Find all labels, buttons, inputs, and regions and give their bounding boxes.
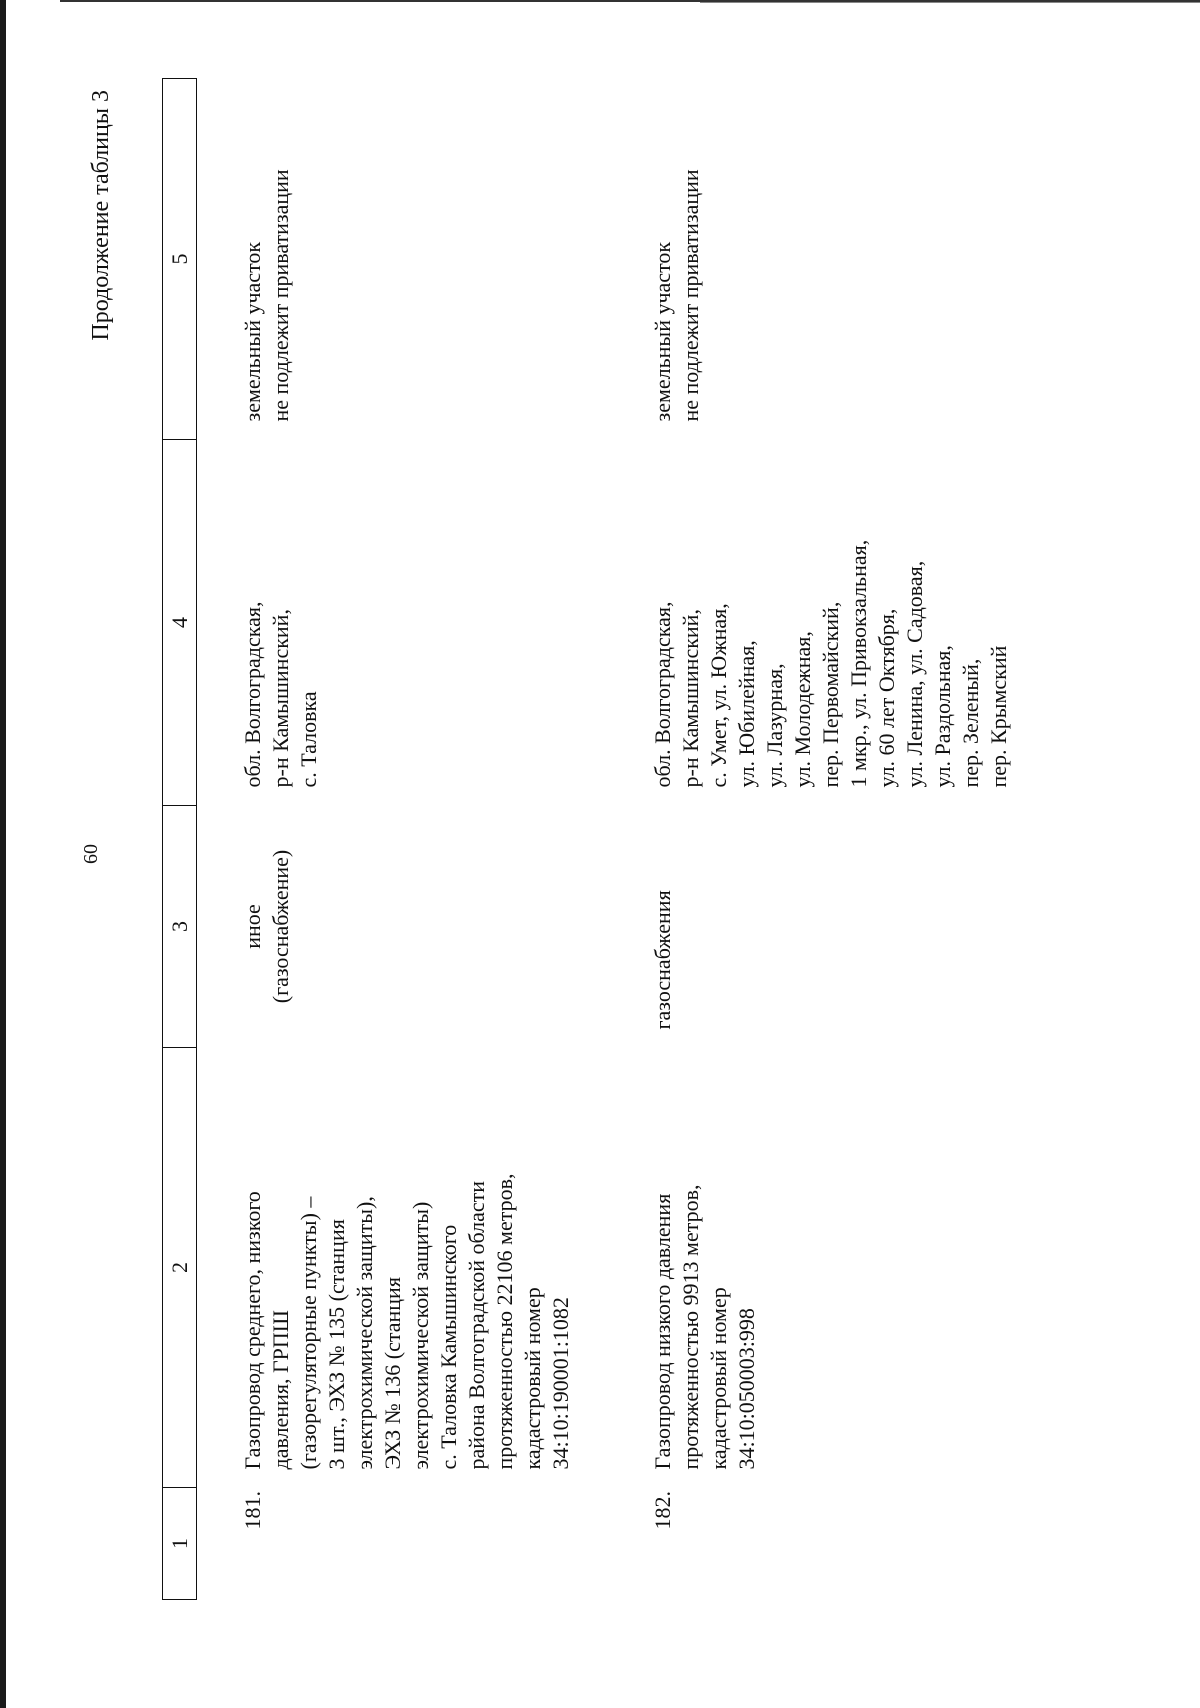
text-line: с. Таловка <box>296 691 321 788</box>
text-line: ул. Лазурная, <box>762 663 787 788</box>
object-name-cell <box>197 1048 620 1488</box>
text-line: электрохимической защиты), <box>352 1196 377 1470</box>
text-line: (газорегуляторные пункты) – <box>296 1196 321 1470</box>
text-line: ул. Юбилейная, <box>734 640 759 788</box>
header-col-4: 4 <box>163 440 197 806</box>
text-line: с. Умет, ул. Южная, <box>706 603 731 788</box>
text-line: земельный участок <box>650 241 675 422</box>
text-line: района Волгоградской области <box>464 1180 489 1470</box>
text-line: кадастровый номер <box>520 1287 545 1470</box>
purpose <box>239 806 295 1048</box>
note <box>649 79 705 422</box>
text-line: р-н Камышинский, <box>268 609 293 788</box>
text-line: обл. Волгоградская, <box>650 601 675 788</box>
data-table <box>162 78 1013 1600</box>
text-line: давления, ГРПШ <box>268 1310 293 1470</box>
text-line: электрохимической защиты) <box>408 1201 433 1470</box>
text-line: земельный участок <box>240 241 265 422</box>
text-line: протяженностью 22106 метров, <box>492 1173 517 1470</box>
text-line: газоснабжения <box>650 890 675 1030</box>
page-number: 60 <box>80 844 102 864</box>
note <box>239 79 295 422</box>
text-line: (газоснабжение) <box>268 849 293 1004</box>
purpose <box>649 806 677 1030</box>
address <box>649 440 1013 788</box>
text-line: протяженностью 9913 метров, <box>678 1184 703 1470</box>
text-line: 34:10:190001:1082 <box>548 1297 573 1470</box>
object-name <box>649 1048 761 1470</box>
purpose-cell <box>197 806 620 1048</box>
text-line: пер. Первомайский, <box>818 601 843 788</box>
row-number: 182. <box>650 1491 675 1530</box>
text-line: ул. 60 лет Октября, <box>874 608 899 788</box>
address-cell <box>619 440 1013 806</box>
text-line: не подлежит приватизации <box>678 169 703 422</box>
object-name-cell <box>619 1048 1013 1488</box>
header-col-1: 1 <box>163 1488 197 1600</box>
text-line: ЭХЗ № 136 (станция <box>380 1277 405 1470</box>
row-number: 181. <box>240 1491 265 1530</box>
text-line: иное <box>240 904 265 949</box>
text-line: не подлежит приватизации <box>268 169 293 422</box>
text-line: ул. Ленина, ул. Садовая, <box>902 560 927 788</box>
text-line: Газопровод среднего, низкого <box>240 1191 265 1470</box>
text-line: с. Таловка Камышинского <box>436 1224 461 1470</box>
text-line: 34:10:050003:998 <box>734 1308 759 1470</box>
text-line: Газопровод низкого давления <box>650 1193 675 1470</box>
text-line: обл. Волгоградская, <box>240 601 265 788</box>
address-cell <box>197 440 620 806</box>
text-line: пер. Зеленый, <box>958 658 983 788</box>
header-col-3: 3 <box>163 806 197 1048</box>
table-row <box>197 79 620 1600</box>
text-line: 1 мкр., ул. Привокзальная, <box>846 539 871 788</box>
text-line: ул. Раздольная, <box>930 645 955 788</box>
continuation-label: Продолжение таблицы 3 <box>88 90 114 341</box>
text-line: пер. Крымский <box>986 645 1011 788</box>
header-col-2: 2 <box>163 1048 197 1488</box>
text-line: кадастровый номер <box>706 1287 731 1470</box>
note-cell <box>619 79 1013 440</box>
object-name <box>239 1048 575 1470</box>
table-header-row <box>163 79 197 1600</box>
text-line: р-н Камышинский, <box>678 609 703 788</box>
purpose-cell <box>619 806 1013 1048</box>
text-line: 3 шт., ЭХЗ № 135 (станция <box>324 1219 349 1470</box>
table-row <box>619 79 1013 1600</box>
address <box>239 440 323 788</box>
header-col-5: 5 <box>163 79 197 440</box>
note-cell <box>197 79 620 440</box>
text-line: ул. Молодежная, <box>790 631 815 788</box>
